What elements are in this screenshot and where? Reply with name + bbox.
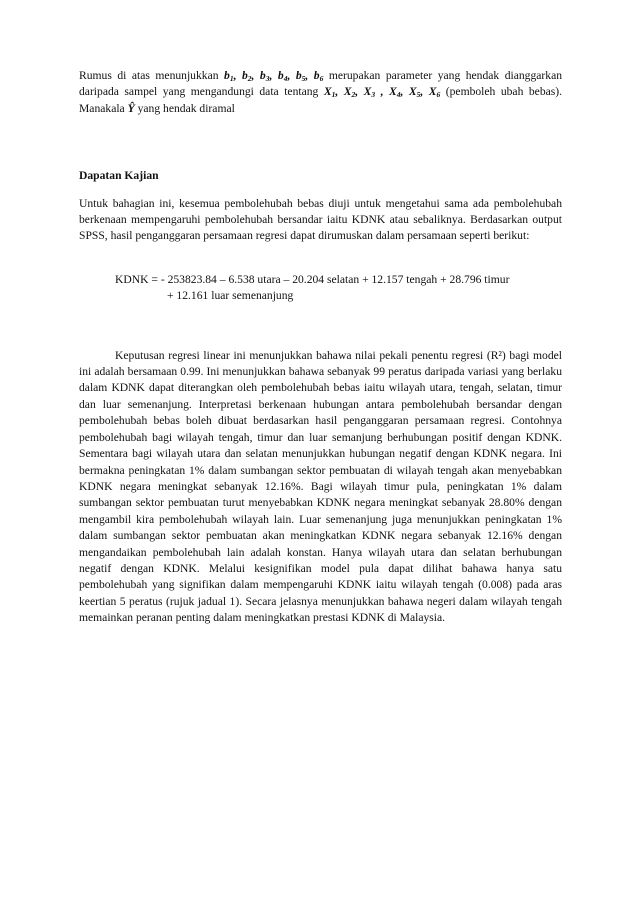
- intro-paragraph: Rumus di atas menunjukkan $b_1$, $b_2$, $b_3$, $b_4$, $b_5$, $b_6$ merupakan parameter yang hendak dianggarkan daripada sampel yang mengandungi data tentang $X_1$, $X_2$, $X_3$ , $X_4$, $X_5$, $X_6$ (pemboleh ubah bebas). Manakala Ŷ yang hendak diramal: [79, 69, 563, 115]
- equation-line-1: KDNK = - 253823.84 – 6.538 utara – 20.204 selatan + 12.157 tengah + 28.796 timur: [115, 272, 510, 286]
- y-hat-symbol: Ŷ: [127, 101, 135, 115]
- section-heading: Dapatan Kajian: [79, 169, 159, 183]
- variable-list: $X_1$, $X_2$, $X_3$ , $X_4$, $X_5$, $X_6$: [323, 85, 441, 100]
- section-paragraph: Untuk bahagian ini, kesemua pembolehubah bebas diuji untuk mengetahui sama ada pembolehubah berkenaan mempengaruhi pembolehubah bersandar iaitu KDNK atau sebaliknya. Berdasarkan output SPSS, hasil penganggaran persamaan regresi dapat dirumuskan dalam persamaan seperti berikut:: [79, 196, 562, 243]
- interpretation-paragraph: Keputusan regresi linear ini menunjukkan bahawa nilai pekali penentu regresi (R²) bagi model ini adalah bersamaan 0.99. Ini menunjukkan bahawa sebanyak 99 peratus daripada variasi yang berlaku dalam KDNK dapat diterangkan oleh pembolehubah bebas iaitu wilayah utara, tengah, selatan, timur dan luar semenanjung. Interpretasi berkenaan hubungan antara pembolehubah bersandar dengan pembolehubah bebas boleh dibuat berdasarkan hasil penganggaran persamaan regresi. Contohnya pembolehubah bagi wilayah tengah, timur dan luar semanjung berhubungan positif dengan KDNK. Sementara bagi wilayah utara dan selatan menunjukkan hubungan negatif dengan KDNK negara. Ini bermakna peningkatan 1% dalam sumbangan sektor pembuatan di wilayah tengah akan menyebabkan KDNK negara meningkat sebanyak 12.16%. Bagi wilayah timur pula, peningkatan 1% dalam sumbangan sektor pembuatan turut menyebabkan KDNK negara meningkat sebanyak 28.80% dengan mengambil kira pembolehubah wilayah lain. Luar semenanjung juga menunjukkan peningkatan 1% dalam sumbangan sektor pembuatan akan meningkatkan KDNK negara sebanyak 12.16% dengan mengandaikan pembolehubah lain adalah konstan. Hanya wilayah utara dan selatan berhubungan negatif dengan KDNK. Melalui kesignifikan model pula dapat dilihat bahawa hanya satu pembolehubah yang signifikan dalam mempengaruhi KDNK iaitu wilayah tengah (0.008) pada aras keertian 5 peratus (rujuk jadual 1). Secara jelasnya menunjukkan bahawa negeri dalam wilayah tengah memainkan peranan penting dalam meningkatkan prestasi KDNK di Malaysia.: [79, 348, 562, 625]
- regression-equation: [79, 272, 562, 305]
- equation-line-2: + 12.161 luar semenanjung: [167, 289, 294, 303]
- parameter-list: $b_1$, $b_2$, $b_3$, $b_4$, $b_5$, $b_6$: [224, 69, 324, 83]
- document-page: [79, 68, 562, 627]
